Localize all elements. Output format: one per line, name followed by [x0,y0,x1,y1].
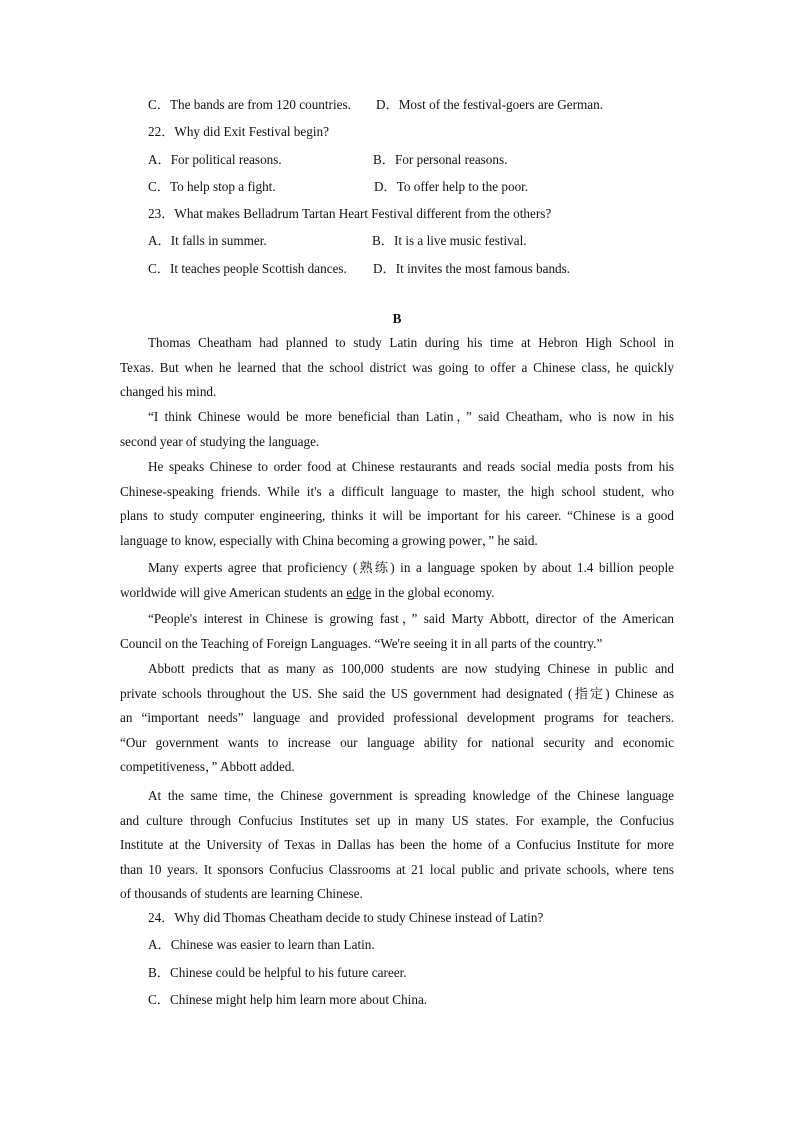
paragraph-2-line-2: second year of studying the language. [120,433,320,449]
paragraph-7 [120,784,674,907]
paragraph-4-text-after: in the global economy. [371,584,495,600]
q22-option-a: A．For political reasons. [148,152,282,167]
q23-question: 23．What makes Belladrum Tartan Heart Festival different from the others? [148,206,552,221]
q23-option-c: C．It teaches people Scottish dances. [148,261,347,276]
paragraph-4-text-before: worldwide will give American students an [120,584,347,600]
paragraph-7-line-1: At the same time, the Chinese government is spreading knowledge of the Chinese language [148,788,674,803]
paragraph-3-line-4: language to know, especially with China becoming a growing power，” he said. [120,532,538,548]
q22-option-b: B．For personal reasons. [373,152,508,167]
paragraph-6-line-3: an “important needs” language and provided professional development programs for teachers. [120,710,674,726]
paragraph-4-line-1: Many experts agree that proficiency (熟练) in a language spoken by about 1.4 billion people [148,560,674,575]
paragraph-6-line-1: Abbott predicts that as many as 100,000 students are now studying Chinese in public and [148,661,674,676]
q21-option-c: C．The bands are from 120 countries. [148,97,351,112]
paragraph-1 [120,331,674,405]
q24-option-b: B．Chinese could be helpful to his future career. [148,965,407,980]
paragraph-7-line-4: than 10 years. It sponsors Confucius Classrooms at 21 local public and private schools, where tens [120,861,674,877]
paragraph-1-line-3: changed his mind. [120,384,217,400]
paragraph-7-line-5: of thousands of students are learning Chinese. [120,886,363,902]
q24-question: 24．Why did Thomas Cheatham decide to study Chinese instead of Latin? [148,910,544,925]
paragraph-7-line-2: and culture through Confucius Institutes set up in many US states. For example, the Confucius [120,812,674,828]
paragraph-3-line-1: He speaks Chinese to order food at Chinese restaurants and reads social media posts from his [148,459,674,474]
paragraph-7-line-3: Institute at the University of Texas in Dallas has been the home of a Confucius Institute for more [120,837,674,853]
section-heading: B [392,311,402,326]
paragraph-6-line-5: competitiveness，” Abbott added. [120,759,295,775]
paragraph-5-line-2: Council on the Teaching of Foreign Languages. “We're seeing it in all parts of the country.” [120,635,603,651]
q22-option-c: C．To help stop a fight. [148,179,276,194]
q23-option-b: B．It is a live music festival. [372,233,527,248]
q22-option-d: D．To offer help to the poor. [374,179,529,194]
paragraph-6-line-4: “Our government wants to increase our language ability for national security and economic [120,734,674,750]
q21-option-d: D．Most of the festival-goers are German. [376,97,604,112]
paragraph-3 [120,455,674,553]
q24-option-a: A．Chinese was easier to learn than Latin. [148,937,375,952]
paragraph-1-line-2: Texas. But when he learned that the school district was going to offer a Chinese class, he quickly [120,359,674,375]
paragraph-1-line-1: Thomas Cheatham had planned to study Latin during his time at Hebron High School in [148,335,674,350]
paragraph-4 [120,556,674,605]
paragraph-5-line-1: “People's interest in Chinese is growing fast，” said Marty Abbott, director of the American [148,611,674,626]
q23-option-a: A．It falls in summer. [148,233,267,248]
paragraph-6-line-2: private schools throughout the US. She said the US government had designated (指定) Chinese as [120,685,674,701]
q23-option-d: D．It invites the most famous bands. [373,261,571,276]
q22-question: 22．Why did Exit Festival begin? [148,124,329,139]
paragraph-2-line-1: “I think Chinese would be more beneficial than Latin，” said Cheatham, who is now in his [148,409,674,424]
q24-option-c: C．Chinese might help him learn more about China. [148,992,428,1007]
paragraph-3-line-3: plans to study computer engineering, thinks it will be important for his career. “Chinese is a good [120,508,674,524]
paragraph-4-line-2 [120,581,674,606]
paragraph-3-line-2: Chinese-speaking friends. While it's a difficult language to master, the high school student, who [120,483,674,499]
paragraph-2 [120,405,674,454]
paragraph-6 [120,657,674,780]
underlined-word-edge: edge [346,584,372,600]
paragraph-5 [120,607,674,656]
